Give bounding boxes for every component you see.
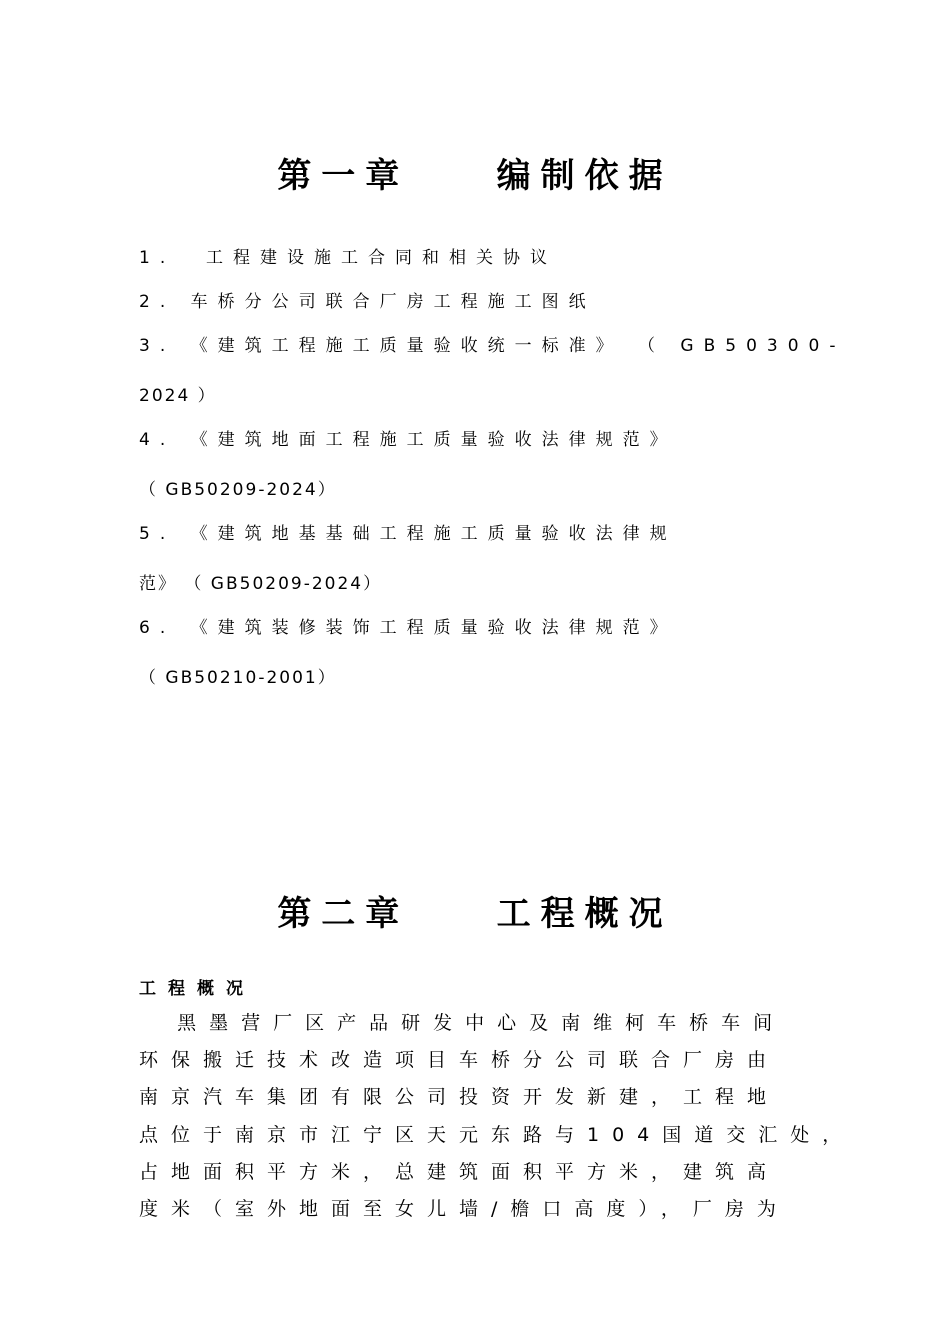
basis-item-5-cont: 范》 （ GB50209-2024） [139, 574, 383, 594]
basis-item-3-cont: 2024 ） [139, 386, 217, 406]
basis-item-3: 3. 《建筑工程施工质量验收统一标准》 （ GB50300- [139, 336, 846, 356]
basis-item-1: 1. 工程建设施工合同和相关协议 [139, 248, 558, 268]
paragraph-line: 度米（室外地面至女儿墙/檐口高度），厂房为 [139, 1198, 789, 1220]
paragraph-line: 环保搬迁技术改造项目车桥分公司联合厂房由 [139, 1049, 780, 1071]
basis-item-6: 6. 《建筑装修装饰工程质量验收法律规范》 [139, 618, 677, 638]
chapter-1-title: 第一章 编制依据 [277, 156, 673, 196]
paragraph-line: 南京汽车集团有限公司投资开发新建，工程地 [139, 1086, 780, 1108]
chapter-2-title: 第二章 工程概况 [277, 894, 673, 934]
basis-item-6-cont: （ GB50210-2001） [139, 668, 337, 688]
basis-item-4-cont: （ GB50209-2024） [139, 480, 337, 500]
section-heading: 工程概况 [139, 979, 255, 999]
paragraph-line: 占地面积平方米，总建筑面积平方米，建筑高 [139, 1161, 780, 1183]
paragraph-line: 黑墨营厂区产品研发中心及南维柯车桥车间 [139, 1012, 786, 1034]
basis-item-2: 2. 车桥分公司联合厂房工程施工图纸 [139, 292, 596, 312]
paragraph-line: 点位于南京市江宁区天元东路与104国道交汇处， [139, 1124, 855, 1146]
basis-item-4: 4. 《建筑地面工程施工质量验收法律规范》 [139, 430, 677, 450]
basis-item-5: 5. 《建筑地基基础工程施工质量验收法律规 [139, 524, 677, 544]
